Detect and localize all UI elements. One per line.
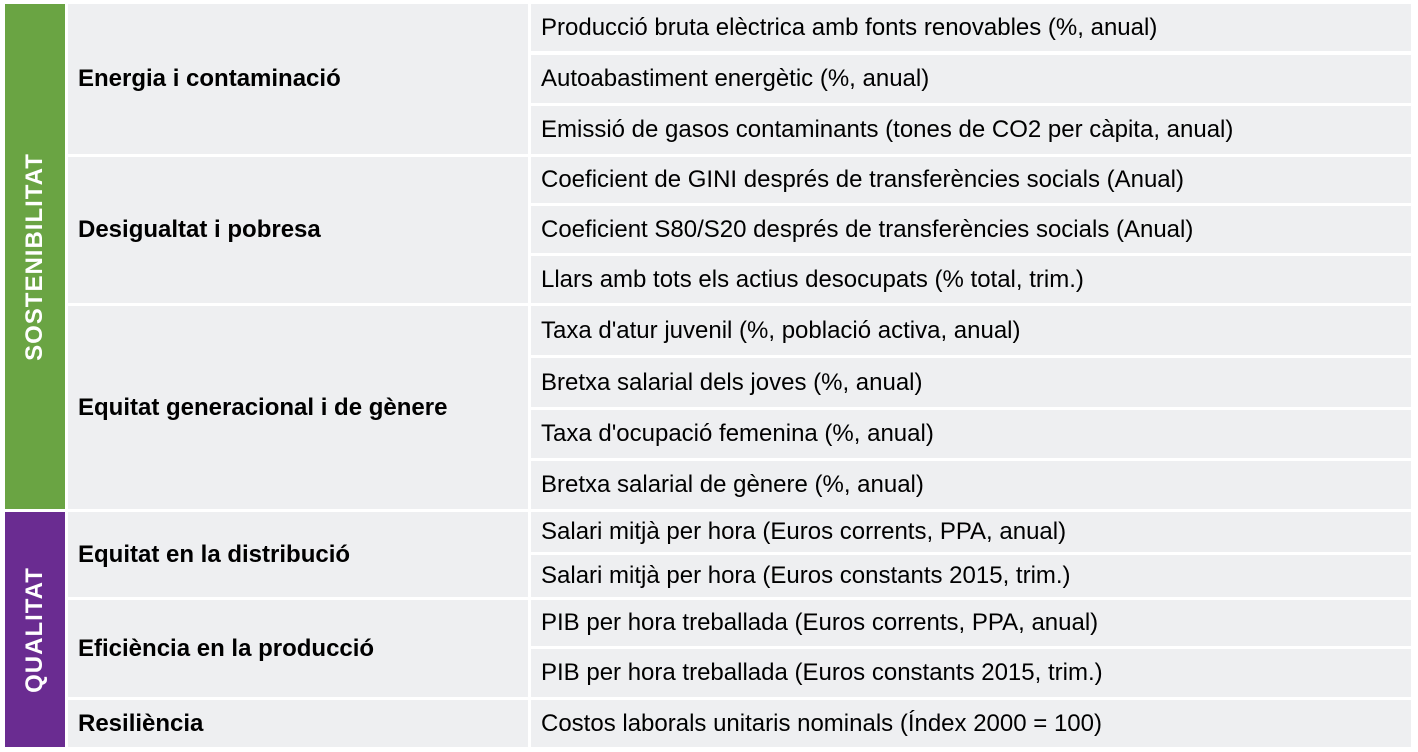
indicator-label: Bretxa salarial de gènere (%, anual) <box>541 471 924 498</box>
indicator-label: Llars amb tots els actius desocupats (% total, trim.) <box>541 265 1084 293</box>
indicator-row <box>531 358 1411 407</box>
category-label: Energia i contaminació <box>78 65 341 92</box>
category-label: Resiliència <box>78 709 204 737</box>
indicator-row <box>531 700 1411 747</box>
category-label: Equitat en la distribució <box>78 540 351 568</box>
indicator-label: Emissió de gasos contaminants (tones de CO2 per càpita, anual) <box>541 116 1234 143</box>
section-label: SOSTENIBILITAT <box>21 152 48 361</box>
indicator-row <box>531 4 1411 51</box>
indicator-row <box>531 256 1411 303</box>
indicator-row <box>531 410 1411 458</box>
indicator-row <box>531 206 1411 253</box>
indicator-row <box>531 106 1411 154</box>
indicator-row <box>531 55 1411 103</box>
indicator-label: Salari mitjà per hora (Euros constants 2015, trim.) <box>541 562 1071 589</box>
indicator-row <box>531 600 1411 646</box>
category-label: Equitat generacional i de gènere <box>78 393 448 421</box>
section-label: QUALITAT <box>21 566 48 693</box>
category-label: Eficiència en la producció <box>78 634 375 662</box>
indicator-row <box>531 306 1411 355</box>
indicator-label: PIB per hora treballada (Euros corrents, PPA, anual) <box>541 609 1099 636</box>
indicator-label: Coeficient S80/S20 després de transferències socials (Anual) <box>541 215 1194 243</box>
indicator-label: Bretxa salarial dels joves (%, anual) <box>541 368 923 396</box>
section-qualitat <box>5 512 65 747</box>
indicator-label: PIB per hora treballada (Euros constants 2015, trim.) <box>541 659 1103 686</box>
indicator-row <box>531 461 1411 509</box>
indicator-label: Taxa d'ocupació femenina (%, anual) <box>541 420 934 447</box>
category-resiliencia <box>68 700 528 747</box>
indicator-label: Autoabastiment energètic (%, anual) <box>541 65 930 92</box>
indicator-row <box>531 157 1411 203</box>
indicator-label: Salari mitjà per hora (Euros corrents, PPA, anual) <box>541 518 1067 545</box>
indicator-label: Costos laborals unitaris nominals (Índex 2000 = 100) <box>541 709 1102 737</box>
indicator-row <box>531 512 1411 552</box>
category-equitat-distribucio <box>68 512 528 597</box>
category-eficiencia <box>68 600 528 697</box>
section-sostenibilitat <box>5 4 65 509</box>
indicator-label: Producció bruta elèctrica amb fonts renovables (%, anual) <box>541 13 1158 41</box>
category-energia <box>68 4 528 154</box>
indicator-label: Coeficient de GINI després de transferències socials (Anual) <box>541 166 1184 193</box>
category-desigualtat <box>68 157 528 303</box>
category-equitat-generacional <box>68 306 528 509</box>
indicator-label: Taxa d'atur juvenil (%, població activa, anual) <box>541 316 1021 344</box>
indicator-row <box>531 649 1411 697</box>
category-label: Desigualtat i pobresa <box>78 216 321 243</box>
indicator-row <box>531 555 1411 597</box>
